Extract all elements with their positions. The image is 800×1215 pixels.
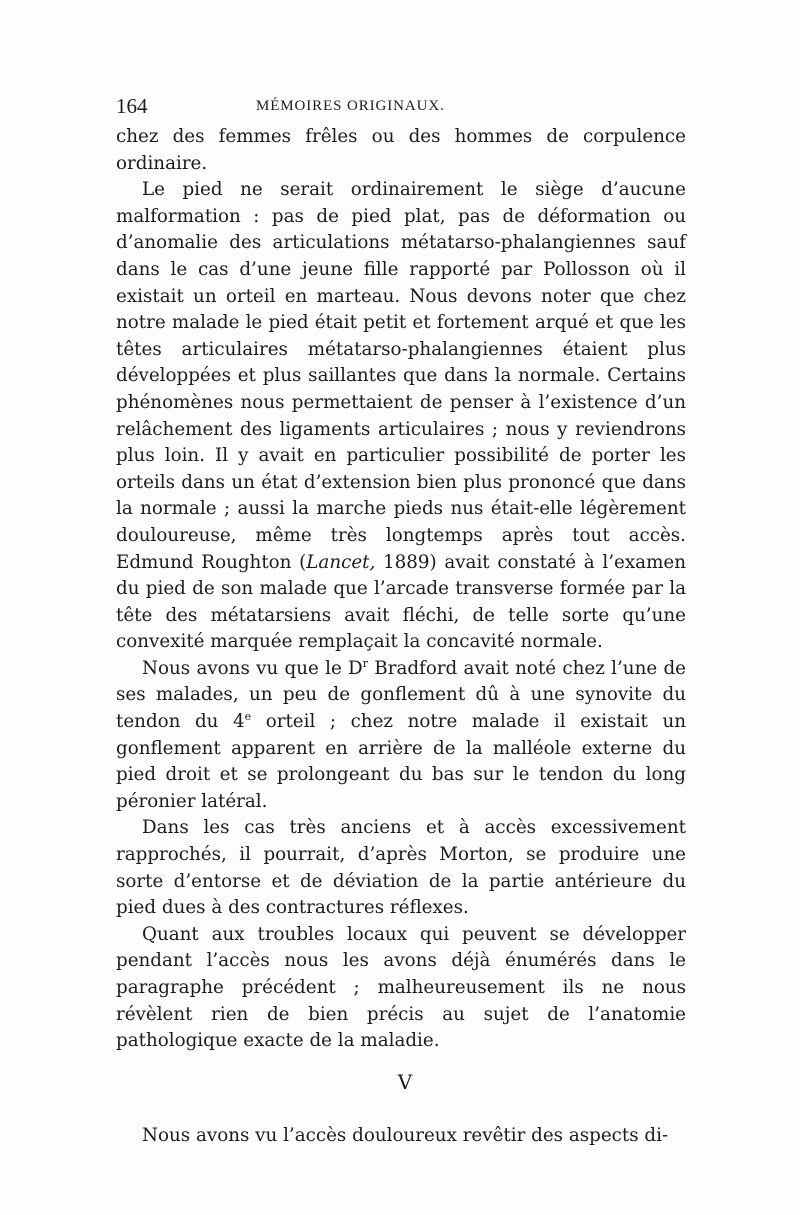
paragraph-local-troubles: Quant aux troubles locaux qui peuvent se développer pendant l’accès nous les avons déjà énumérés dans le paragraphe précédent ; malheureusement ils ne nous révèlent rien de bien précis au sujet de l’anatomie pathologique exacte de la maladie. — [116, 923, 686, 1052]
document-page — [116, 94, 686, 1150]
paragraph-morton: Dans les cas très anciens et à accès excessivement rapprochés, il pourrait, d’après Morton, se produire une sorte d’entorse et de déviation de la partie antérieure du pied dues à des contractures réflexes. — [116, 817, 686, 919]
superscript: e — [244, 709, 252, 723]
paragraph-text: Nous avons vu que le D — [142, 657, 363, 679]
paragraph-bradford — [116, 656, 686, 816]
running-title: MÉMOIRES ORIGINAUX. — [256, 98, 445, 114]
body-text — [116, 124, 686, 1150]
paragraph-text: Le pied ne serait ordinairement le siège d’aucune malformation : pas de pied plat, pas de déformation ou d’anomalie des articulations métatarso-phalangiennes sauf dans le cas d’une jeune fille rapporté par Pollosson où il existait un orteil en marteau. Nous devons noter que chez notre malade le pied était petit et fortement arqué et que les têtes articulaires métatarso-phalangiennes étaient plus développées et plus saillantes que dans la normale. Certains phénomènes nous permettaient de penser à l’existence d’un relâchement des ligaments articulaires ; nous y reviendrons plus loin. Il y avait en particulier possibilité de porter les orteils dans un état d’extension bien plus prononcé que dans la normale ; aussi la marche pieds nus était-elle légèrement douloureuse, même très longtemps après tout accès. Edmund Roughton ( — [116, 179, 686, 573]
paragraph-text-end: orteil ; chez notre malade il existait un gonflement apparent en arrière de la malléole externe du pied droit et se prolongeant du bas sur le tendon du long péronier latéral. — [116, 711, 686, 812]
paragraph-continuation: chez des femmes frêles ou des hommes de corpulence ordinaire. — [116, 126, 686, 174]
journal-citation: Lancet, — [306, 551, 376, 573]
paragraph-text-middle: Bradford avait noté chez l’une de ses malades, un peu de gonflement dû à une synovite du tendon du 4 — [116, 657, 686, 733]
section-heading: V — [397, 1069, 413, 1094]
paragraph-text-continued: 1889) avait constaté à l’examen du pied de son malade que l’arcade transverse formée par la tête des métatarsiens avait fléchi, de telle sorte qu’une convexité marquée remplaçait la concavité normale. — [116, 551, 686, 653]
running-head — [116, 94, 686, 124]
paragraph-foot-malformation — [116, 177, 686, 656]
page-number: 164 — [116, 94, 148, 118]
superscript: r — [362, 656, 368, 670]
section-first-line: Nous avons vu l’accès douloureux revêtir des aspects di- — [142, 1125, 669, 1147]
